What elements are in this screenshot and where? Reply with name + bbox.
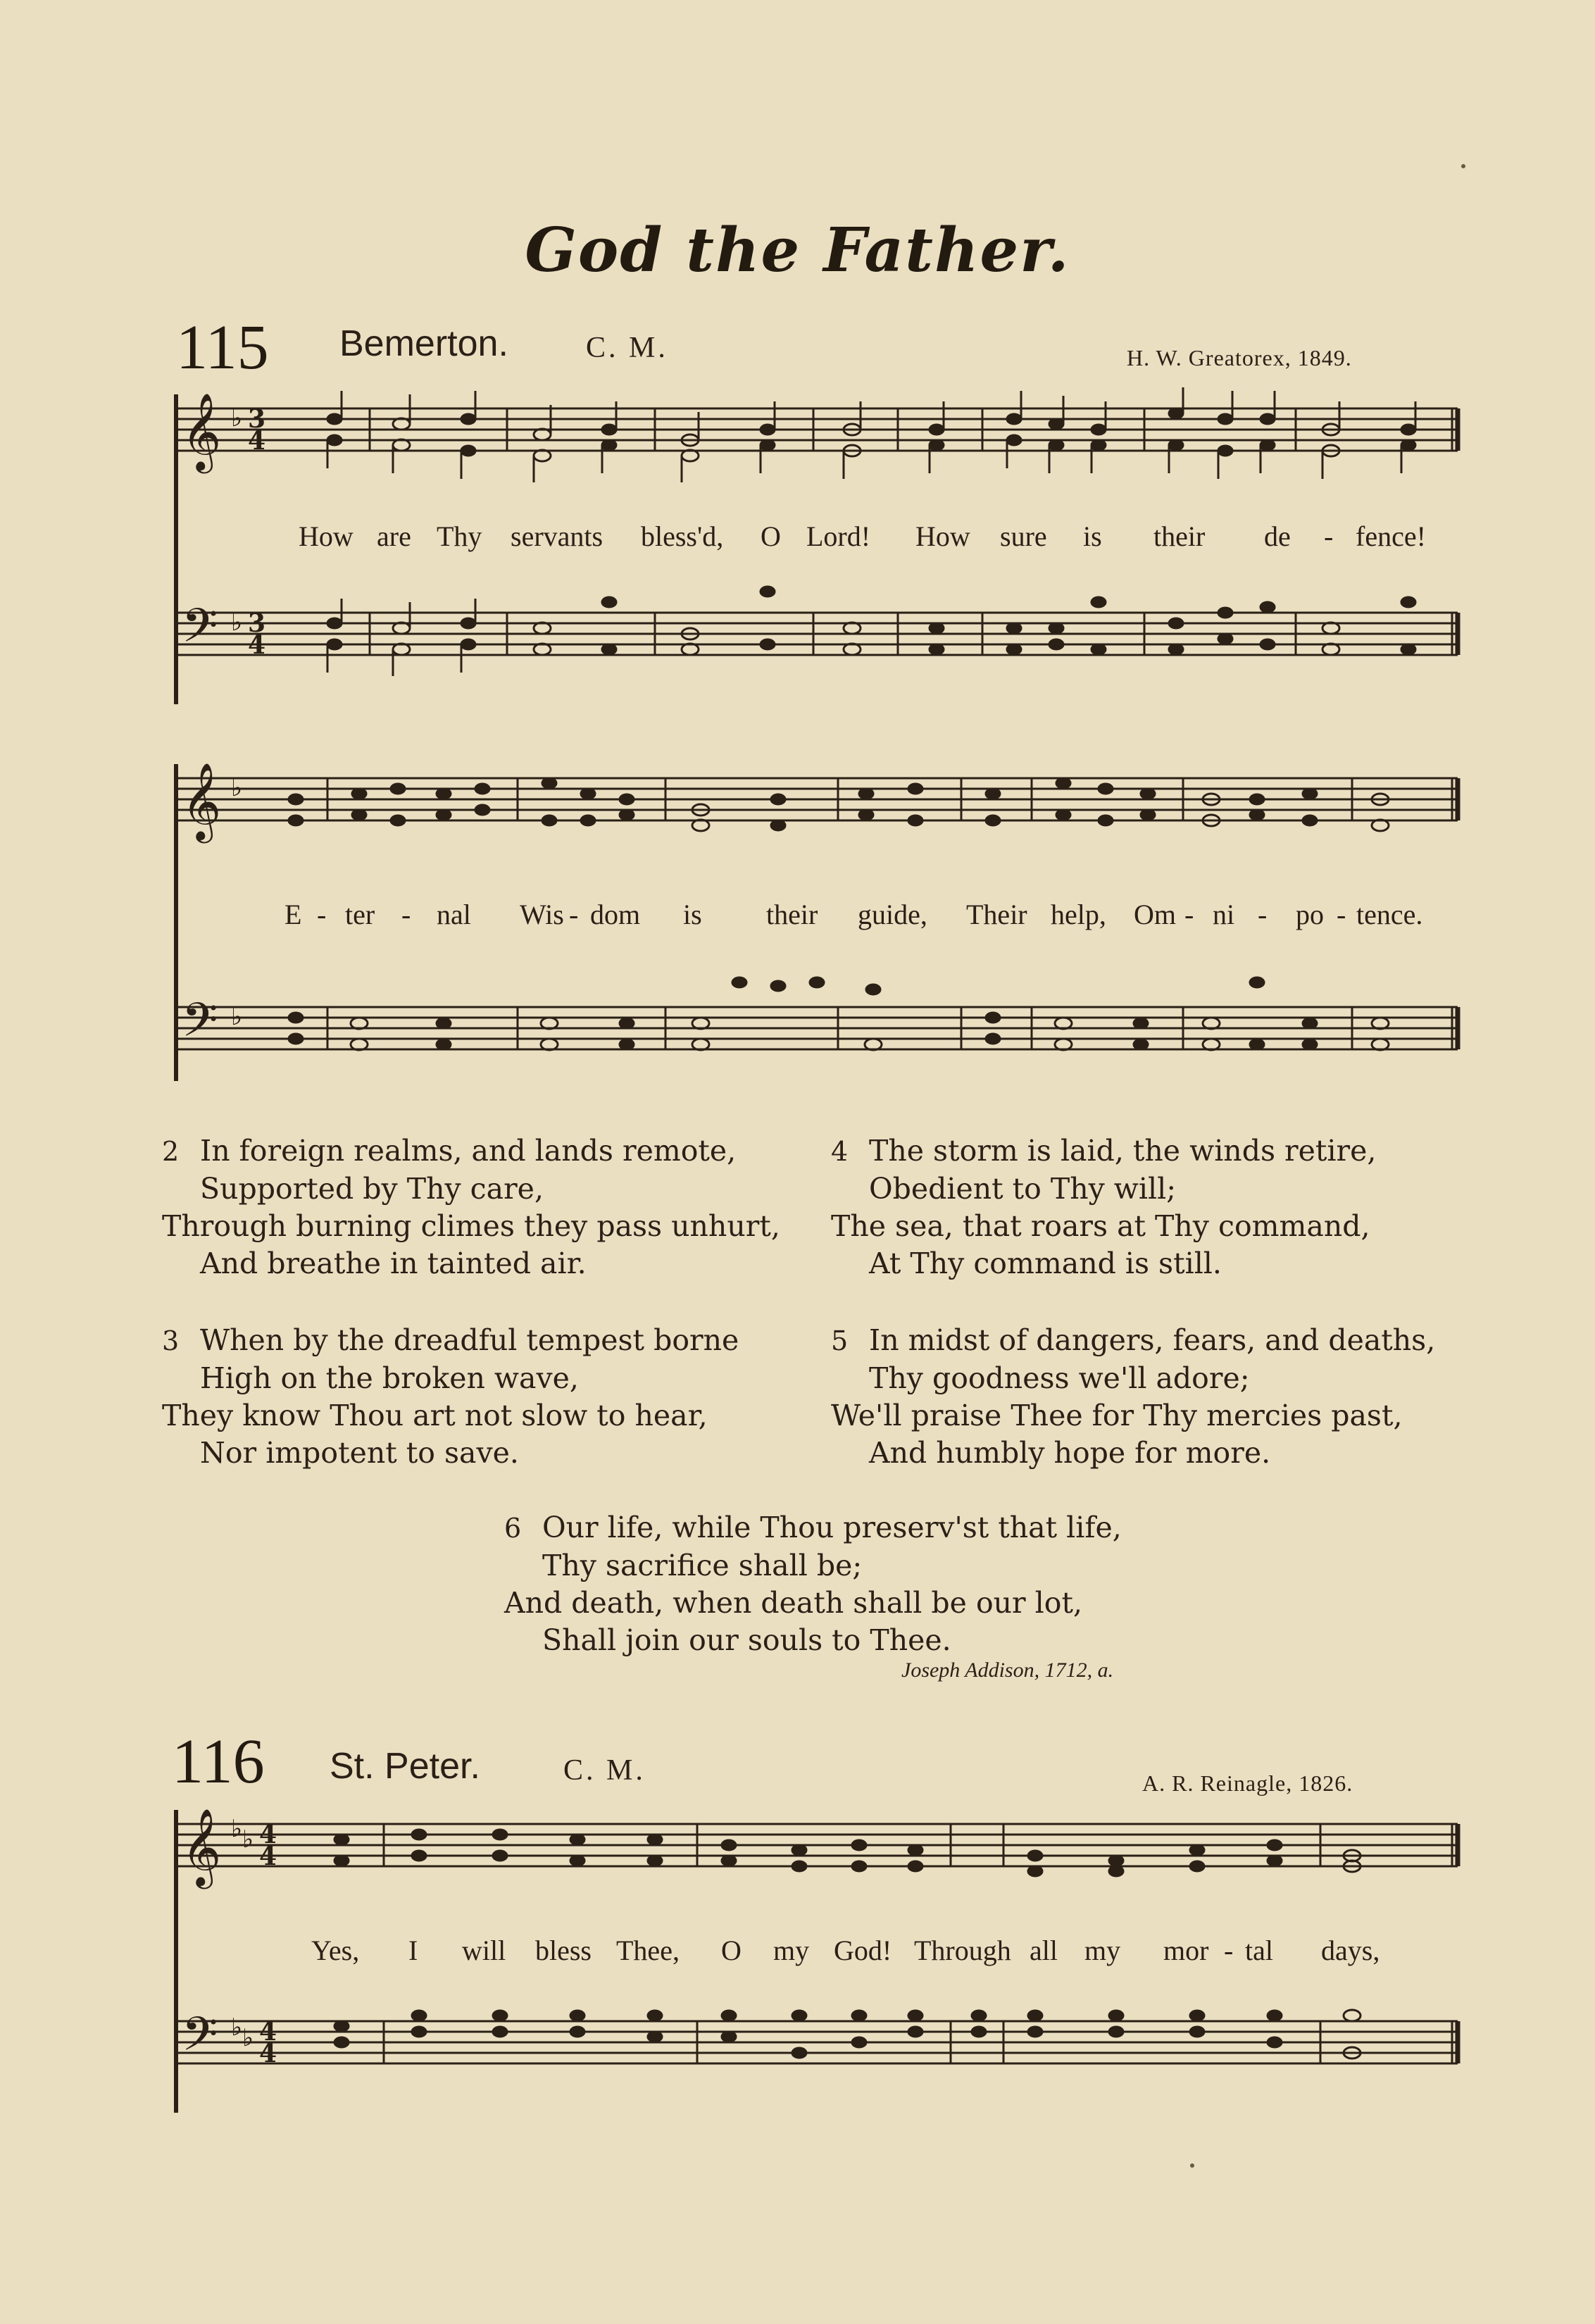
hymn-115-lyric-1-2: are	[377, 520, 411, 552]
svg-text:♭: ♭	[231, 774, 243, 802]
hymn-115-verse-3	[162, 1322, 739, 1472]
hymn-116-lyric-1-13: -	[1224, 1935, 1234, 1966]
verse-line: Through burning climes they pass unhurt,	[162, 1209, 780, 1243]
hymn-115-verse-2	[162, 1132, 780, 1282]
hymn-115-composer: H. W. Greatorex, 1849.	[1127, 345, 1352, 370]
hymn-116-lyric-1-1: Yes,	[311, 1935, 360, 1966]
svg-text:𝄢: 𝄢	[182, 2007, 218, 2073]
svg-text:𝄞: 𝄞	[182, 1808, 222, 1886]
verse-line: They know Thou art not slow to hear,	[162, 1399, 708, 1432]
hymn-116-lyric-1-2: I	[408, 1935, 418, 1966]
hymn-115-lyric-2-19: -	[1337, 899, 1346, 930]
hymn-115-author: Joseph Addison, 1712, a.	[901, 1658, 1114, 1682]
hymn-115-lyric-2-17: -	[1258, 899, 1268, 930]
hymn-115-lyric-2-1: E	[284, 899, 302, 930]
hymn-115-lyric-2-7: -	[569, 899, 579, 930]
hymn-116-lyric-1-4: bless	[535, 1935, 592, 1966]
hymn-115-lyric-1-14: fence!	[1356, 520, 1426, 552]
verse-line: Supported by Thy care,	[200, 1172, 544, 1206]
verse-number: 6	[504, 1513, 522, 1544]
decorative-dot	[1190, 2163, 1194, 2168]
hymn-115-lyric-1-11: their	[1153, 520, 1206, 552]
verse-line: And breathe in tainted air.	[200, 1247, 587, 1280]
verse-number: 4	[831, 1136, 849, 1167]
hymn-115-lyric-1-7: Lord!	[806, 520, 871, 552]
hymn-115-lyric-2-13: help,	[1051, 899, 1106, 930]
hymn-115-lyric-1-4: servants	[511, 520, 603, 552]
hymn-115-lyric-2-12: Their	[966, 899, 1027, 930]
hymn-115-lyric-2-3: ter	[345, 899, 375, 930]
verse-line: At Thy command is still.	[869, 1247, 1222, 1280]
svg-text:4: 4	[259, 1842, 277, 1871]
hymn-115-lyric-2-5: nal	[437, 899, 471, 930]
hymn-116-lyric-1-14: tal	[1245, 1935, 1273, 1966]
hymn-115-lyric-1-9: sure	[1000, 520, 1047, 552]
hymn-115-meter: C. M.	[586, 332, 668, 364]
verse-line: Thy sacrifice shall be;	[542, 1549, 863, 1582]
hymn-115-lyric-1-3: Thy	[437, 520, 482, 552]
svg-text:𝄞: 𝄞	[182, 763, 222, 840]
section-title: God the Father.	[525, 215, 1070, 286]
hymn-116-lyric-1-15: days,	[1321, 1935, 1380, 1966]
hymn-115-lyric-2-2: -	[317, 899, 327, 930]
hymn-116-composer: A. R. Reinagle, 1826.	[1142, 1770, 1353, 1796]
hymn-115-lyric-1-6: O	[761, 520, 781, 552]
svg-text:♭: ♭	[231, 1815, 243, 1843]
hymn-116-lyric-1-10: all	[1030, 1935, 1058, 1966]
hymn-116-lyric-1-8: God!	[834, 1935, 892, 1966]
hymn-116-tune-name: St. Peter.	[330, 1746, 480, 1787]
svg-text:4: 4	[248, 630, 266, 660]
decorative-dot	[1461, 164, 1465, 168]
hymn-115-lyric-1-10: is	[1083, 520, 1102, 552]
svg-text:♭: ♭	[231, 608, 243, 637]
svg-text:𝄢: 𝄢	[182, 993, 218, 1058]
hymn-116-number: 116	[172, 1727, 265, 1797]
hymn-115-lyric-2-20: tence.	[1356, 899, 1423, 930]
hymn-115-lyric-1-13: -	[1324, 520, 1334, 552]
svg-text:♭: ♭	[231, 1003, 243, 1031]
hymn-115-lyric-2-14: Om	[1134, 899, 1176, 930]
hymn-115-tune-name: Bemerton.	[339, 323, 508, 364]
hymn-115-lyric-2-11: guide,	[858, 899, 927, 930]
svg-text:4: 4	[259, 1820, 277, 1849]
hymn-115-lyric-2-18: po	[1296, 899, 1324, 930]
hymn-115-number: 115	[176, 313, 269, 382]
hymn-115-verse-4	[831, 1132, 1376, 1282]
hymn-115-lyric-1-12: de	[1264, 520, 1291, 552]
hymn-115-lyric-1-5: bless'd,	[641, 520, 724, 552]
svg-text:♭: ♭	[242, 2024, 254, 2052]
svg-text:♭: ♭	[242, 1825, 254, 1854]
verse-line: Shall join our souls to Thee.	[542, 1623, 951, 1657]
hymn-116-lyric-1-7: my	[773, 1935, 810, 1966]
hymn-115-lyric-1-8: How	[915, 520, 970, 552]
hymn-116-lyric-1-3: will	[462, 1935, 506, 1966]
verse-line: In foreign realms, and lands remote,	[200, 1134, 737, 1168]
hymn-115-lyric-2-16: ni	[1213, 899, 1235, 930]
hymn-115-verse-6	[504, 1509, 1122, 1659]
verse-number: 2	[162, 1136, 180, 1167]
verse-line: Nor impotent to save.	[200, 1436, 519, 1470]
hymn-115-lyric-2-10: their	[766, 899, 818, 930]
verse-number: 3	[162, 1325, 180, 1356]
hymn-116-lyric-1-9: Through	[914, 1935, 1011, 1966]
hymn-115-lyric-2-4: -	[401, 899, 411, 930]
hymn-115-lyric-1-1: How	[299, 520, 354, 552]
verse-line: And death, when death shall be our lot,	[504, 1586, 1082, 1620]
verse-line: When by the dreadful tempest borne	[200, 1323, 739, 1357]
svg-text:4: 4	[248, 426, 266, 456]
hymn-116-lyric-1-5: Thee,	[616, 1935, 680, 1966]
hymn-116-lyric-1-11: my	[1084, 1935, 1121, 1966]
verse-number: 5	[831, 1325, 849, 1356]
verse-line: Thy goodness we'll adore;	[869, 1361, 1250, 1395]
verse-line: The sea, that roars at Thy command,	[831, 1209, 1370, 1243]
svg-text:♭: ♭	[231, 2013, 243, 2042]
hymn-115-lyric-2-8: dom	[590, 899, 641, 930]
hymn-115-lyric-2-9: is	[683, 899, 702, 930]
verse-line: We'll praise Thee for Thy mercies past,	[831, 1399, 1403, 1432]
svg-text:𝄞: 𝄞	[182, 393, 222, 470]
svg-text:4: 4	[259, 2039, 277, 2068]
hymn-115-lyric-2-6: Wis	[520, 899, 564, 930]
hymn-115-verse-5	[831, 1322, 1435, 1472]
verse-line: In midst of dangers, fears, and deaths,	[869, 1323, 1436, 1357]
verse-line: And humbly hope for more.	[869, 1436, 1271, 1470]
svg-text:4: 4	[259, 2017, 277, 2047]
hymn-116-lyric-1-12: mor	[1163, 1935, 1209, 1966]
hymn-116-lyric-1-6: O	[721, 1935, 742, 1966]
verse-line: The storm is laid, the winds retire,	[869, 1134, 1377, 1168]
svg-text:3: 3	[248, 404, 266, 434]
verse-line: Obedient to Thy will;	[869, 1172, 1177, 1206]
svg-text:3: 3	[248, 608, 266, 638]
verse-line: Our life, while Thou preserv'st that life,	[542, 1511, 1122, 1544]
svg-text:♭: ♭	[231, 404, 243, 432]
hymn-115-lyric-2-15: -	[1184, 899, 1194, 930]
hymn-116-meter: C. M.	[563, 1754, 646, 1787]
svg-text:𝄢: 𝄢	[182, 599, 218, 664]
verse-line: High on the broken wave,	[200, 1361, 579, 1395]
